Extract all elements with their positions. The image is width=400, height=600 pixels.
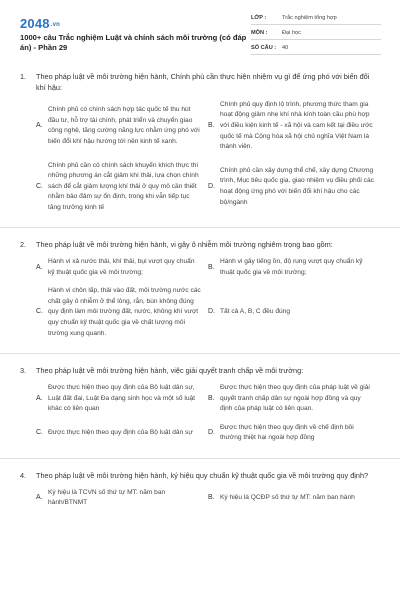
option-text: Hành vi gây tiếng ồn, độ rung vượt quy chuẩn kỹ thuật quốc gia về môi trường; bbox=[220, 258, 363, 276]
option-letter: B. bbox=[208, 121, 215, 129]
options-grid bbox=[20, 257, 380, 347]
option-letter: A. bbox=[36, 394, 43, 402]
option-text: Được thực hiện theo quy định về chế định bồi thường thiệt hại ngoài hợp đồng bbox=[220, 423, 354, 442]
site-logo[interactable] bbox=[20, 14, 60, 34]
option-text: Chính phủ có chính sách hợp tác quốc tế thu hút đầu tư, hỗ trợ tài chính, phát triển và chuyển giao công nghệ, tăng cường năng lực nhằm ứng phó với biến đổi khí hậu hướng tới nền kinh tế xanh. bbox=[48, 106, 200, 145]
option-letter: A. bbox=[36, 494, 43, 502]
question-1 bbox=[0, 72, 400, 221]
options-grid bbox=[20, 100, 380, 221]
subject-value: Đại học bbox=[282, 29, 301, 36]
question-header bbox=[20, 366, 380, 377]
question-text: Theo pháp luật về môi trường hiện hành, việc giải quyết tranh chấp về môi trường: bbox=[36, 366, 304, 376]
option-text: Được thực hiện theo quy định của pháp luật về giải quyết tranh chấp dân sự ngoài hợp đồng và quy định của pháp luật có liên quan. bbox=[220, 384, 370, 413]
count-value: 40 bbox=[282, 44, 289, 51]
question-4 bbox=[0, 471, 400, 517]
option-letter: C. bbox=[36, 308, 43, 316]
option-letter: D. bbox=[208, 182, 215, 190]
option-a[interactable] bbox=[36, 257, 208, 278]
option-letter: D. bbox=[208, 428, 215, 436]
options-grid bbox=[20, 488, 380, 517]
option-c[interactable] bbox=[36, 286, 208, 339]
option-b[interactable] bbox=[208, 100, 380, 153]
option-c[interactable] bbox=[36, 423, 208, 444]
option-text: Hành vi chôn lấp, thải vào đất, môi trường nước các chất gây ô nhiễm ở thể lỏng, rắn, bùn không đúng quy định làm môi trường đất, nước, không khí vượt quy chuẩn kỹ thuật quốc gia về chất lượng môi trường xung quanh. bbox=[48, 287, 201, 337]
logo-tld: .vn bbox=[50, 22, 61, 28]
divider bbox=[0, 458, 400, 459]
question-text: Theo pháp luật về môi trường hiện hành, vi gây ô nhiễm môi trường nghiêm trọng bao gồm: bbox=[36, 240, 333, 250]
option-letter: C. bbox=[36, 182, 43, 190]
meta-row-count bbox=[251, 40, 381, 55]
option-d[interactable] bbox=[208, 423, 380, 444]
class-label: LỚP : bbox=[251, 14, 267, 21]
meta-row-class bbox=[251, 10, 381, 25]
logo-text: 2048 bbox=[20, 16, 50, 31]
option-a[interactable] bbox=[36, 383, 208, 415]
question-number: 1. bbox=[20, 72, 27, 81]
divider bbox=[0, 227, 400, 228]
option-text: Ký hiệu là TCVN số thứ tự MT: năm ban hành/BTNMT bbox=[48, 488, 166, 507]
option-letter: B. bbox=[208, 263, 215, 271]
question-number: 2. bbox=[20, 240, 27, 250]
option-c[interactable] bbox=[36, 161, 208, 214]
option-letter: A. bbox=[36, 263, 43, 271]
option-letter: B. bbox=[208, 494, 215, 502]
option-letter: D. bbox=[208, 308, 215, 316]
question-2 bbox=[0, 240, 400, 347]
option-text: Chính phủ cần có chính sách khuyến khích thực thi những phương án cắt giảm khí thải, lựa chọn chính sách để cắt giảm lượng khí thải ở quy mô cần thiết nhằm bảo đảm sự ổn định, trong khi vẫn tiếp tục tăng trưởng kinh tế bbox=[48, 161, 199, 211]
option-b[interactable] bbox=[208, 257, 380, 278]
question-header bbox=[20, 72, 380, 94]
count-label: SỐ CÂU : bbox=[251, 44, 277, 51]
subject-label: MÔN : bbox=[251, 29, 268, 36]
option-text: Được thực hiện theo quy định của Bộ luật dân sự, Luật đất đai, Luật Đa dạng sinh học và một số luật khác có liên quan bbox=[48, 384, 195, 413]
question-number: 4. bbox=[20, 470, 27, 480]
options-grid bbox=[20, 383, 380, 452]
meta-row-subject bbox=[251, 25, 381, 40]
question-header bbox=[20, 240, 380, 251]
option-text: Ký hiệu là QCĐP số thứ tự MT: năm ban hành bbox=[220, 493, 355, 501]
option-b[interactable] bbox=[208, 383, 380, 415]
question-header bbox=[20, 471, 380, 482]
option-text: Hành vi xả nước thải, khí thải, bụi vượt quy chuẩn kỹ thuật quốc gia về môi trường; bbox=[48, 258, 195, 276]
option-text: Chính phủ cần xây dựng thể chế, xây dựng Chương trình, Mục tiêu quốc gia, giao nhiệm vụ điều phối các hoạt động ứng phó với biến đổi khí hậu cho các bộ/ngành bbox=[220, 166, 374, 206]
option-b[interactable] bbox=[208, 488, 380, 509]
option-letter: C. bbox=[36, 428, 43, 436]
meta-box bbox=[251, 10, 381, 55]
question-number: 3. bbox=[20, 366, 27, 376]
header bbox=[0, 0, 400, 62]
option-text: Chính phủ quy định lộ trình, phương thức tham gia hoạt động giảm nhẹ khí nhà kính toàn cầu phù hợp với điều kiện kinh tế - xã hội và cam kết tại điều ước quốc tế mà Cộng hòa xã hội chủ nghĩa Việt Nam là thành viên. bbox=[220, 100, 373, 151]
option-letter: A. bbox=[36, 121, 43, 129]
question-text: Theo pháp luật về môi trường hiện hành, ký hiệu quy chuẩn kỹ thuật quốc gia về môi trường quy định? bbox=[36, 470, 369, 480]
option-a[interactable] bbox=[36, 100, 208, 153]
option-a[interactable] bbox=[36, 488, 208, 509]
document-title: 1000+ câu Trắc nghiệm Luật và chính sách môi trường (có đáp án) - Phần 29 bbox=[20, 33, 247, 53]
option-text: Được thực hiện theo quy định của Bộ luật dân sự bbox=[48, 428, 193, 436]
question-3 bbox=[0, 366, 400, 452]
question-text: Theo pháp luật về môi trường hiện hành, Chính phủ cần thực hiện nhiệm vụ gì để ứng phó với biến đổi khí hậu: bbox=[36, 72, 370, 92]
option-text: Tất cả A, B, C đều đúng bbox=[220, 308, 291, 316]
question-list bbox=[0, 72, 400, 517]
option-d[interactable] bbox=[208, 161, 380, 214]
divider bbox=[0, 353, 400, 354]
option-letter: B. bbox=[208, 394, 215, 402]
class-value: Trắc nghiệm tổng hợp bbox=[282, 14, 337, 21]
option-d[interactable] bbox=[208, 286, 380, 339]
